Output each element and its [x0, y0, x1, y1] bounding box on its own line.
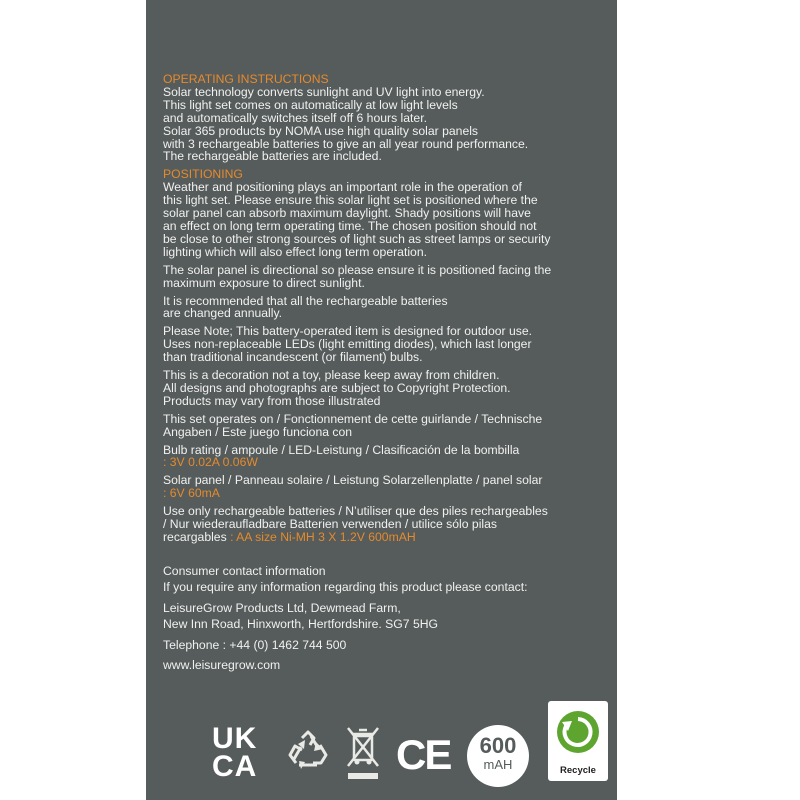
text-line: be close to other strong sources of light such as street lamps or security	[163, 231, 551, 246]
text-line: an effect on long term operating time. The chosen position should not	[163, 218, 537, 233]
text-line: / Nur wiederaufladbare Batterien verwenden / utilice sólo pilas	[163, 517, 497, 532]
recommendation-paragraph	[163, 295, 608, 321]
ce-mark-icon	[396, 733, 458, 777]
text-line: are changed annually.	[163, 306, 283, 321]
text-line: All designs and photographs are subject to Copyright Protection.	[163, 380, 511, 395]
bulb-rating-value: : 3V 0.02A 0.06W	[163, 455, 258, 470]
contact-block	[163, 563, 608, 674]
recycle-logo	[548, 701, 608, 781]
text-line: lighting which will also effect long term operation.	[163, 244, 427, 259]
recycling-arrows-icon	[285, 728, 331, 774]
text-line: Solar technology converts sunlight and UV light into energy.	[163, 84, 485, 99]
text-line: This set operates on / Fonctionnement de cette guirlande / Technische	[163, 411, 543, 426]
text-line: Solar 365 products by NOMA use high quality solar panels	[163, 123, 479, 138]
battery-spec	[163, 505, 608, 544]
text-line: than traditional incandescent (or filament) bulbs.	[163, 350, 423, 365]
text-line: It is recommended that all the rechargeable batteries	[163, 293, 448, 308]
text-line: solar panel can absorb maximum daylight. Shady positions will have	[163, 206, 531, 221]
text-line: Angaben / Este juego funciona con	[163, 424, 353, 439]
capacity-value: 600	[479, 733, 517, 758]
company-address-line-2: New Inn Road, Hinxworth, Hertfordshire. SG7 5HG	[163, 617, 439, 632]
note-paragraph	[163, 325, 608, 364]
contact-heading: Consumer contact information	[163, 563, 326, 578]
contact-intro: If you require any information regarding this product please contact:	[163, 580, 528, 595]
text-line: and automatically switches itself off 6 hours later.	[163, 110, 427, 125]
positioning-paragraph	[163, 181, 608, 258]
text-line: The rechargeable batteries are included.	[163, 149, 382, 164]
positioning-heading: POSITIONING	[163, 167, 243, 182]
ukca-mark-icon	[212, 722, 270, 785]
website-link: www.leisuregrow.com	[163, 658, 281, 673]
solar-panel-spec	[163, 474, 608, 500]
ukca-mark-top: UK	[212, 722, 258, 755]
text-line: This is a decoration not a toy, please keep away from children.	[163, 368, 500, 383]
recycle-logo-icon	[556, 710, 600, 754]
text-line: Please Note; This battery-operated item is designed for outdoor use.	[163, 324, 532, 339]
text-line: this light set. Please ensure this solar light set is positioned where the	[163, 193, 538, 208]
operating-instructions-heading: OPERATING INSTRUCTIONS	[163, 72, 329, 86]
battery-value: : AA size Ni-MH 3 X 1.2V 600mAH	[226, 530, 416, 544]
safety-paragraph	[163, 369, 608, 408]
instructions-text-block	[163, 73, 608, 679]
ukca-mark-bottom: CA	[212, 750, 258, 783]
directional-paragraph	[163, 264, 608, 290]
crossed-out-wheelie-bin-icon	[343, 722, 383, 782]
operates-on-paragraph	[163, 413, 608, 439]
text-line: Uses non-replaceable LEDs (light emitting diodes), which last longer	[163, 337, 532, 352]
ce-mark-text: CE	[396, 731, 451, 778]
battery-capacity-badge-icon	[467, 725, 529, 787]
bulb-rating-spec	[163, 444, 608, 470]
text-line: Weather and positioning plays an important role in the operation of	[163, 180, 522, 195]
text-line: maximum exposure to direct sunlight.	[163, 275, 365, 290]
solar-panel-label: Solar panel / Panneau solaire / Leistung Solarzellenplatte / panel solar	[163, 473, 543, 488]
text-line: Products may vary from those illustrated	[163, 393, 381, 408]
telephone: Telephone : +44 (0) 1462 744 500	[163, 637, 347, 652]
battery-label-end: recargables	[163, 530, 227, 544]
operating-paragraph	[163, 86, 608, 163]
text-line: The solar panel is directional so please ensure it is positioned facing the	[163, 262, 552, 277]
text-line: Use only rechargeable batteries / N’utiliser que des piles rechargeables	[163, 504, 548, 519]
text-line: This light set comes on automatically at low light levels	[163, 97, 458, 112]
company-address-line-1: LeisureGrow Products Ltd, Dewmead Farm,	[163, 600, 401, 615]
battery-last-line	[163, 531, 608, 544]
solar-panel-value: : 6V 60mA	[163, 486, 220, 501]
text-line: with 3 rechargeable batteries to give an all year round performance.	[163, 136, 529, 151]
bulb-rating-label: Bulb rating / ampoule / LED-Leistung / Clasificación de la bombilla	[163, 442, 520, 457]
recycle-label: Recycle	[560, 765, 596, 776]
capacity-unit: mAH	[483, 757, 513, 772]
